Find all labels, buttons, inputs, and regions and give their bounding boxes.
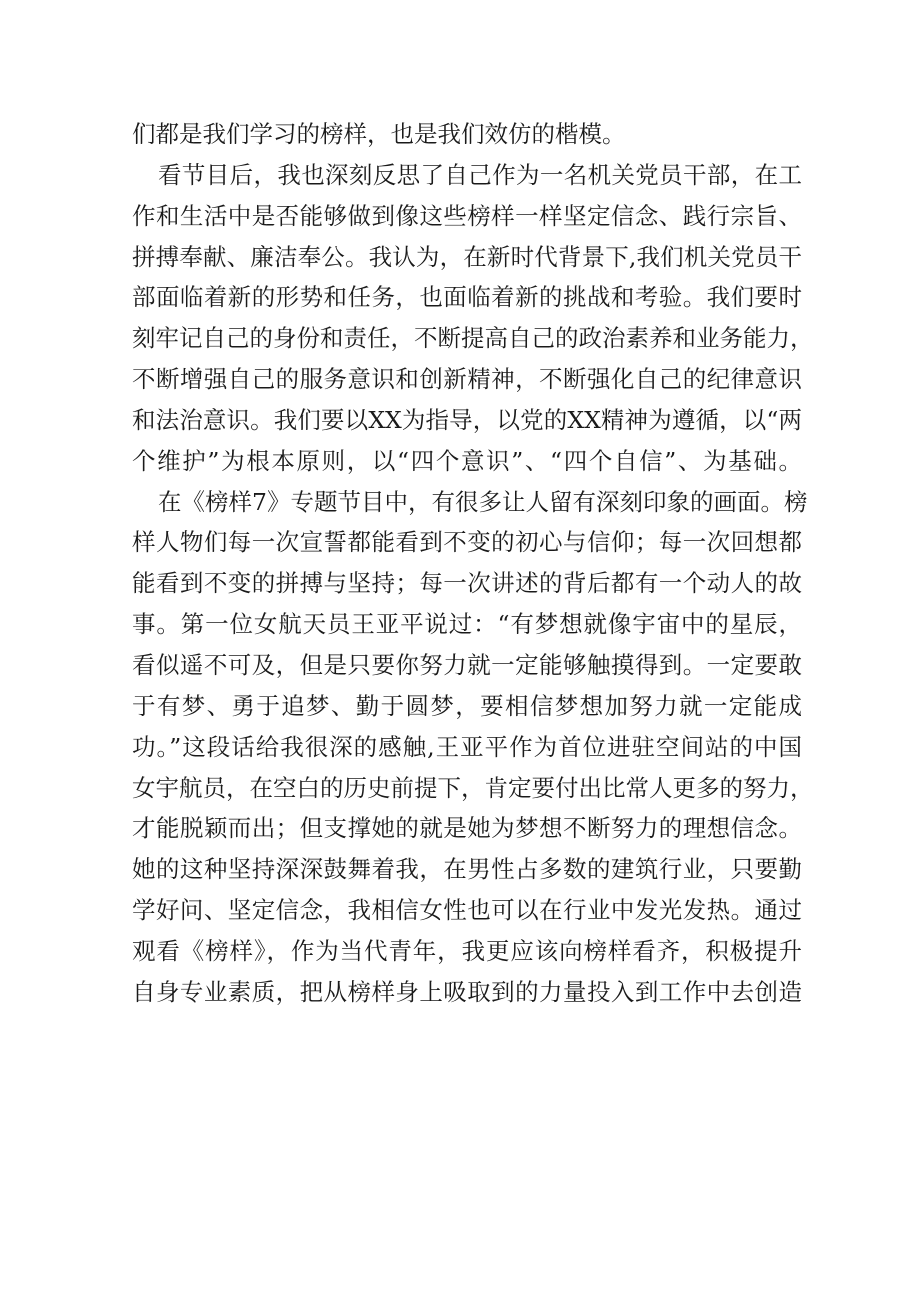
text-line: 学好问、坚定信念，我相信女性也可以在行业中发光发热。通过 — [132, 896, 802, 925]
text-line: 于有梦、勇于追梦、勤于圆梦，要相信梦想加努力就一定能成 — [132, 691, 802, 720]
text-line: 事。第一位女航天员王亚平说过：“有梦想就像宇宙中的星辰， — [132, 610, 802, 639]
body-text — [132, 114, 814, 1013]
text-line: 女宇航员，在空白的历史前提下，肯定要付出比常人更多的努力， — [132, 773, 814, 802]
text-line: 和法治意识。我们要以XX为指导，以党的XX精神为遵循，以“两 — [132, 405, 802, 434]
text-line: 看似遥不可及，但是只要你努力就一定能够触摸得到。一定要敢 — [132, 650, 802, 679]
text-line: 看节目后，我也深刻反思了自己作为一名机关党员干部，在工 — [158, 160, 802, 189]
text-line: 样人物们每一次宣誓都能看到不变的初心与信仰；每一次回想都 — [132, 528, 802, 557]
text-line: 们都是我们学习的榜样，也是我们效仿的楷模。 — [132, 120, 626, 148]
text-line: 不断增强自己的服务意识和创新精神，不断强化自己的纪律意识 — [132, 365, 802, 394]
text-line: 功。”这段话给我很深的感触,王亚平作为首位进驻空间站的中国 — [132, 732, 802, 761]
text-line: 在《榜样7》专题节目中，有很多让人留有深刻印象的画面。榜 — [158, 487, 808, 516]
text-line: 观看《榜样》，作为当代青年，我更应该向榜样看齐，积极提升 — [132, 936, 802, 965]
text-line: 个维护”为根本原则，以“四个意识”、“四个自信”、为基础。 — [132, 446, 802, 475]
text-line: 她的这种坚持深深鼓舞着我，在男性占多数的建筑行业，只要勤 — [132, 855, 802, 884]
text-line: 能看到不变的拼搏与坚持；每一次讲述的背后都有一个动人的故 — [132, 569, 802, 598]
text-line: 自身专业素质，把从榜样身上吸取到的力量投入到工作中去创造 — [132, 977, 802, 1006]
text-line: 刻牢记自己的身份和责任，不断提高自己的政治素养和业务能力， — [132, 324, 814, 353]
text-line: 才能脱颖而出；但支撑她的就是她为梦想不断努力的理想信念。 — [132, 814, 802, 843]
text-line: 部面临着新的形势和任务，也面临着新的挑战和考验。我们要时 — [132, 283, 802, 312]
text-line: 拼搏奉献、廉洁奉公。我认为，在新时代背景下,我们机关党员干 — [132, 242, 802, 271]
text-line: 作和生活中是否能够做到像这些榜样一样坚定信念、践行宗旨、 — [132, 201, 802, 230]
